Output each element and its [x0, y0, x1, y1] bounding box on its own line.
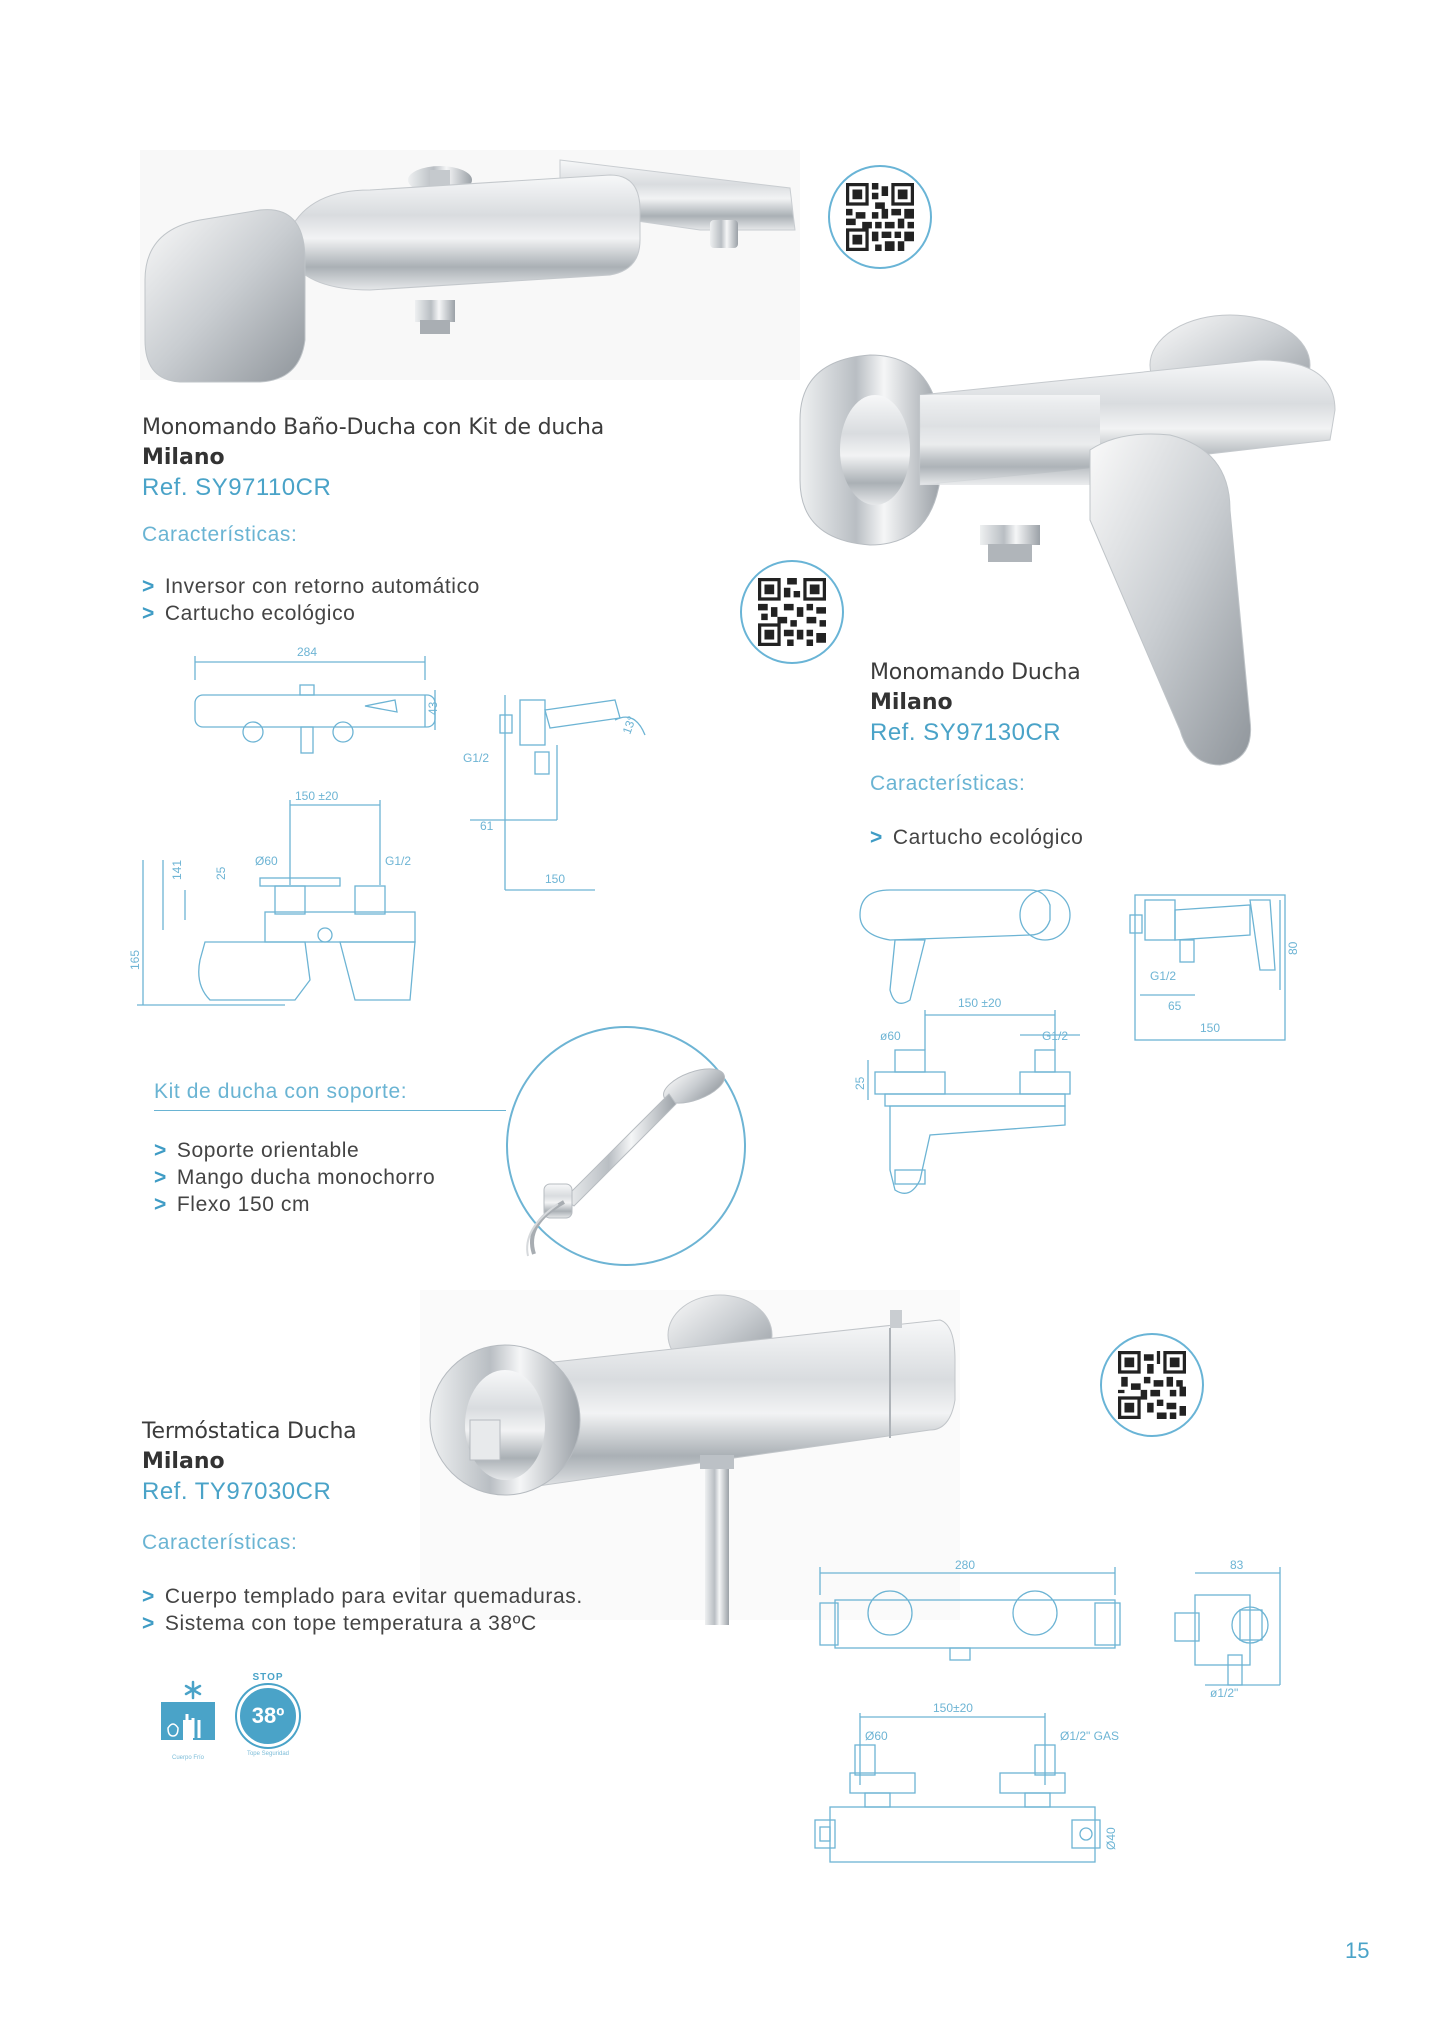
qr-code-p3[interactable]: [1100, 1333, 1204, 1437]
product2-title: Monomando Ducha: [870, 660, 1081, 685]
product2-features-label: Características:: [870, 772, 1026, 795]
dim-diameter: ø60: [880, 1029, 901, 1043]
dim-side-80: 80: [1286, 941, 1300, 955]
product2-drawing: [850, 880, 1300, 1220]
dim-centers: 150 ±20: [958, 996, 1002, 1010]
qr-code-p1[interactable]: [828, 165, 932, 269]
qr-code-icon: [846, 183, 914, 251]
dim-diameter: Ø60: [865, 1729, 888, 1743]
product1-drawing: [125, 640, 685, 1020]
product1-name: Milano: [142, 445, 225, 470]
dim-depth: 83: [1230, 1558, 1244, 1572]
stop-text: STOP: [252, 1672, 284, 1683]
dim-outlet: ø1/2": [1210, 1686, 1239, 1700]
list-item: > Inversor con retorno automático: [142, 575, 480, 598]
stop-temp-icon: [237, 1685, 299, 1747]
dim-side-thread: G1/2: [1150, 969, 1177, 983]
dim-gas: Ø1/2" GAS: [1060, 1729, 1119, 1743]
chevron-right-icon: >: [142, 575, 155, 598]
dim-side-drop: 61: [480, 819, 494, 833]
chevron-right-icon: >: [142, 1585, 155, 1608]
dim-h165: 165: [128, 949, 142, 970]
page-number: 15: [1345, 1938, 1370, 1963]
dim-h25: 25: [853, 1076, 867, 1090]
stop-temp: 38º: [251, 1703, 285, 1728]
product2-info: [870, 658, 1230, 851]
stop-label: Tope Seguridad: [246, 1751, 290, 1757]
product1-title: Monomando Baño-Ducha con Kit de ducha: [142, 415, 605, 440]
chevron-right-icon: >: [154, 1193, 167, 1216]
qr-code-icon: [758, 578, 826, 646]
stop-badge: [228, 1672, 308, 1757]
kit-photo: [504, 1024, 748, 1268]
product1-features: [142, 573, 702, 627]
list-item: > Cartucho ecológico: [870, 826, 1084, 849]
chevron-right-icon: >: [154, 1139, 167, 1162]
dim-angle: 13°: [619, 714, 640, 737]
dim-h25: 25: [214, 866, 228, 880]
list-item: > Mango ducha monochorro: [154, 1166, 436, 1189]
list-item: > Cuerpo templado para evitar quemaduras.: [142, 1585, 583, 1608]
cold-body-icon: [153, 1680, 223, 1750]
cold-body-label: Cuerpo Frío: [171, 1755, 204, 1761]
product3-ref: Ref. TY97030CR: [142, 1478, 332, 1505]
chevron-right-icon: >: [870, 826, 883, 849]
dim-diameter: Ø60: [255, 854, 278, 868]
chevron-right-icon: >: [142, 1612, 155, 1635]
dim-width: 280: [955, 1558, 976, 1572]
dim-thread: G1/2: [385, 854, 412, 868]
product1-photo: [140, 150, 800, 390]
dim-side-65: 65: [1168, 999, 1182, 1013]
product2-ref: Ref. SY97130CR: [870, 719, 1062, 746]
product3-info: [142, 1417, 662, 1637]
dim-thread: G1/2: [1042, 1029, 1069, 1043]
kit-label: Kit de ducha con soporte:: [154, 1080, 408, 1103]
product3-drawing: [810, 1555, 1310, 1875]
dim-side-depth: 150: [545, 872, 566, 886]
cold-body-badge: [148, 1680, 228, 1761]
chevron-right-icon: >: [154, 1166, 167, 1189]
product3-title: Termóstatica Ducha: [142, 1419, 357, 1444]
qr-code-icon: [1118, 1351, 1186, 1419]
product1-ref: Ref. SY97110CR: [142, 474, 332, 501]
product3-name: Milano: [142, 1449, 225, 1474]
chevron-right-icon: >: [142, 602, 155, 625]
dim-side-150: 150: [1200, 1021, 1221, 1035]
product3-features-label: Características:: [142, 1531, 298, 1554]
dim-centers: 150 ±20: [295, 789, 339, 803]
dim-side-thread: G1/2: [463, 751, 490, 765]
kit-divider: [154, 1110, 506, 1111]
dim-h141: 141: [170, 859, 184, 880]
list-item: > Cartucho ecológico: [142, 602, 356, 625]
product1-info: [142, 413, 702, 627]
list-item: > Sistema con tope temperatura a 38ºC: [142, 1612, 537, 1635]
product1-features-label: Características:: [142, 523, 298, 546]
dim-d40: Ø40: [1104, 1827, 1118, 1850]
dim-height: 43: [426, 701, 440, 715]
qr-code-p2[interactable]: [740, 560, 844, 664]
list-item: > Soporte orientable: [154, 1139, 360, 1162]
product2-features: [870, 824, 1230, 851]
product2-name: Milano: [870, 690, 953, 715]
list-item: > Flexo 150 cm: [154, 1193, 311, 1216]
dim-width: 284: [297, 645, 318, 659]
dim-centers: 150±20: [933, 1701, 973, 1715]
product3-features: [142, 1583, 662, 1637]
